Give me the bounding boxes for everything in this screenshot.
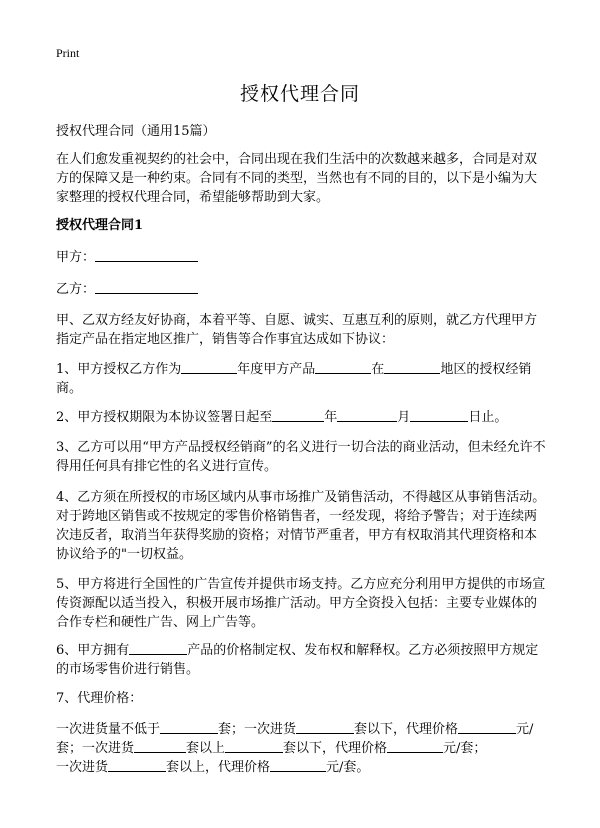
- product-name-blank[interactable]: [129, 641, 187, 655]
- pricing-paragraph: [56, 720, 548, 777]
- document-title: 授权代理合同: [239, 83, 360, 105]
- qty-blank[interactable]: [225, 739, 283, 753]
- end-month-blank[interactable]: [337, 408, 397, 422]
- qty-blank[interactable]: [296, 720, 354, 734]
- pricing-text: 套以上，代理价格: [166, 760, 271, 775]
- party-b-blank[interactable]: [95, 280, 198, 294]
- clause-2-text: 2、甲方授权期限为本协议签署日起至: [56, 410, 273, 425]
- party-a-label: 甲方：: [56, 250, 96, 265]
- section-heading: 授权代理合同1: [56, 218, 144, 233]
- document-subtitle: 授权代理合同（通用15篇）: [56, 124, 216, 139]
- pricing-text: 套；一次进货: [218, 722, 297, 737]
- pricing-text: 一次进货: [56, 760, 109, 775]
- clause-6-text: 产品的价格制定权、发布权和解释权。乙方必须按照甲方规定的市场零售价进行销售。: [56, 643, 539, 677]
- pricing-text: 一次进货量不低于: [56, 722, 161, 737]
- price-blank[interactable]: [387, 739, 443, 753]
- pricing-text: 元/套。: [326, 760, 370, 775]
- party-a-line: [56, 248, 548, 267]
- clause-1-text: 1、甲方授权乙方作为: [56, 362, 182, 377]
- clause-6: [56, 641, 548, 679]
- clause-1-text: 在: [371, 362, 385, 377]
- clause-2-text: 日止。: [468, 410, 508, 425]
- party-a-blank[interactable]: [95, 248, 198, 262]
- qty-blank[interactable]: [134, 739, 186, 753]
- clause-6-text: 6、甲方拥有: [56, 643, 130, 658]
- intro-paragraph: 在人们愈发重视契约的社会中，合同出现在我们生活中的次数越来越多，合同是对双方的保障又是一种约束。合同有不同的类型，当然也有不同的目的，以下是小编为大家整理的授权代理合同，希望能够帮助到大家。: [56, 152, 538, 205]
- clause-2-text: 年: [324, 410, 338, 425]
- clause-5: 5、甲方将进行全国性的广告宣传并提供市场支持。乙方应充分利用甲方提供的市场宣传资源配以适当投入，积极开展市场推广活动。甲方全资投入包括：主要专业媒体的合作专栏和硬性广告、网上广告等。: [56, 577, 546, 630]
- clause-1-text: 地区的授权经销商。: [56, 362, 532, 396]
- party-b-label: 乙方：: [56, 282, 96, 297]
- year-blank[interactable]: [181, 360, 237, 374]
- print-link[interactable]: Print: [56, 46, 80, 60]
- price-blank[interactable]: [458, 720, 516, 734]
- region-blank[interactable]: [384, 360, 440, 374]
- pricing-text: 套以下，代理价格: [283, 741, 388, 756]
- clause-4: 4、乙方须在所授权的市场区域内从事市场推广及销售活动，不得越区从事销售活动。对于跨地区销售或不按规定的零售价格销售者，一经发现，将给予警告；对于连续两次违反者，取消当年获得奖励的资格；对情节严重者，甲方有权取消其代理资格和本协议给予的"一切权益。: [56, 490, 546, 562]
- pricing-text: 元/套；: [443, 741, 487, 756]
- min-qty-blank[interactable]: [160, 720, 218, 734]
- pricing-text: 套以下，代理价格: [354, 722, 459, 737]
- clause-2-text: 月: [397, 410, 411, 425]
- product-blank[interactable]: [315, 360, 371, 374]
- pricing-text: 套以上: [186, 741, 226, 756]
- price-blank[interactable]: [270, 758, 326, 772]
- clause-7-heading: 7、代理价格：: [56, 691, 143, 706]
- clause-1-text: 年度甲方产品: [237, 362, 316, 377]
- clause-1: [56, 360, 548, 398]
- end-day-blank[interactable]: [410, 408, 468, 422]
- clause-2: [56, 408, 548, 427]
- end-year-blank[interactable]: [272, 408, 324, 422]
- clause-3: 3、乙方可以用“甲方产品授权经销商”的名义进行一切合法的商业活动，但未经允许不得用任何具有排它性的名义进行宣传。: [56, 440, 546, 474]
- party-b-line: [56, 280, 548, 299]
- preamble-paragraph: 甲、乙双方经友好协商，本着平等、自愿、诚实、互惠互利的原则，就乙方代理甲方指定产品在指定地区推广，销售等合作事宜达成如下协议：: [56, 313, 538, 347]
- qty-blank[interactable]: [108, 758, 166, 772]
- pricing-text: 元/套；一次进货: [56, 722, 534, 756]
